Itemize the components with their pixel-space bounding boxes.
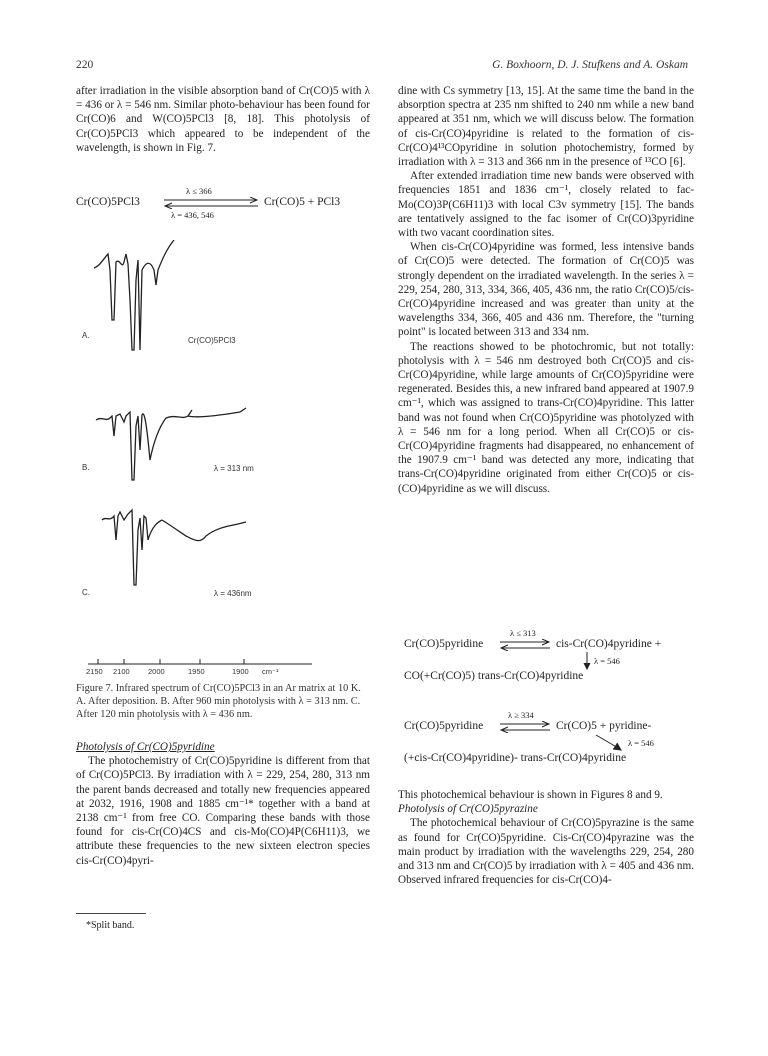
tick-2000: 2000 — [148, 667, 165, 676]
section-heading-pyrazine: Photolysis of Cr(CO)5pyrazine — [398, 803, 538, 816]
footnote: *Split band. — [86, 920, 135, 931]
eq3-top-label: λ ≥ 334 — [508, 710, 534, 720]
eq1-left: Cr(CO)5PCl3 — [76, 196, 140, 208]
trace-a — [94, 240, 174, 350]
eq1-right: Cr(CO)5 + PCl3 — [264, 196, 341, 208]
trace-a-label: Cr(CO)5PCl3 — [188, 336, 236, 345]
footnote-rule — [76, 913, 146, 914]
eq2-down-label: λ = 546 — [594, 656, 620, 666]
equation-3 — [398, 710, 694, 770]
trace-c — [102, 510, 246, 585]
eq2-left: Cr(CO)5pyridine — [404, 638, 484, 650]
eq3-right: Cr(CO)5 + pyridine- — [556, 720, 652, 732]
trace-b-label: λ = 313 nm — [214, 464, 254, 473]
section-heading-pyridine: Photolysis of Cr(CO)5pyridine — [76, 741, 215, 753]
axis-unit: cm⁻¹ — [262, 667, 279, 676]
right-paragraph-4: The reactions showed to be photochromic, but not totally: photolysis with λ = 546 nm destroyed both Cr(CO)5 and cis-Cr(CO)4pyridine, while large amounts of Cr(CO)5pyridine were regenerated. Besides this, a new infrared band appeared at 1907.9 cm⁻¹, which was assigned to trans-Cr(CO)4pyridine. This latter band was not found when Cr(CO)5pyridine was photolyzed with λ = 546 nm for a long period. When all Cr(CO)5 or cis-Cr(CO)4pyridine fragments had disappeared, no enhancement of the 1907.9 cm⁻¹ band was detected any more, indicating that trans-Cr(CO)4pyridine originated from either Cr(CO)5 or cis-(CO)4pyridine as we will discuss. — [398, 340, 694, 495]
eq2-top-label: λ ≤ 313 — [510, 628, 536, 638]
running-head: G. Boxhoorn, D. J. Stufkens and A. Oskam — [492, 59, 688, 71]
left-column-top — [76, 84, 370, 155]
left-column-bottom — [76, 740, 370, 868]
eq1-arrows — [162, 197, 260, 209]
eq2-arrows — [498, 639, 552, 651]
equation-1 — [76, 186, 370, 226]
x-axis — [88, 659, 312, 664]
eq3-down-label: λ = 546 — [628, 738, 654, 748]
equation-2 — [398, 628, 694, 688]
right-paragraph-6: The photochemical behaviour of Cr(CO)5pyrazine is the same as found for Cr(CO)5pyridine. Cis-Cr(CO)4pyrazine was the main product by irradiation with the wavelengths 229, 254, 280 and 313 nm and Cr(CO)5 by irradiation with λ = 405 and 436 nm. Observed infrared frequencies for cis-Cr(CO)4- — [398, 817, 694, 887]
figure-caption: Figure 7. Infrared spectrum of Cr(CO)5PCl3 in an Ar matrix at 10 K. A. After deposition. B. After 960 min photolysis with λ = 313 nm. C. After 120 min photolysis with λ = 436 nm. — [76, 683, 361, 720]
tick-1950: 1950 — [188, 667, 205, 676]
tick-1900: 1900 — [232, 667, 249, 676]
tick-2150: 2150 — [86, 667, 103, 676]
right-column-bottom — [398, 788, 694, 887]
left-paragraph-2: The photochemistry of Cr(CO)5pyridine is different from that of Cr(CO)5PCl3. By irradiation with λ = 229, 254, 280, 313 nm the parent bands decreased and totally new frequencies appeared at 2032, 1916, 1908 and 1885 cm⁻¹* together with a band at 2138 cm⁻¹ from free CO. Comparing these bands with those found for cis-Cr(CO)4CS and cis-Mo(CO)4P(C6H11)3, we attribute these frequencies to the new sixteen electron species cis-Cr(CO)4pyri- — [76, 755, 370, 867]
trace-c-label: λ = 436nm — [214, 589, 252, 598]
eq1-bottom-label: λ = 436, 546 — [171, 210, 214, 220]
eq1-top-label: λ ≤ 366 — [186, 186, 212, 196]
page-number: 220 — [76, 59, 94, 71]
label-b: B. — [82, 463, 90, 472]
eq3-left: Cr(CO)5pyridine — [404, 720, 484, 732]
figure-7-spectra — [76, 240, 370, 680]
tick-2100: 2100 — [113, 667, 130, 676]
right-paragraph-2: After extended irradiation time new bands were observed with frequencies 1851 and 1836 cm⁻¹, closely related to fac-Mo(CO)3P(C6H11)3 with local C3v symmetry [15]. The bands are tentatively assigned to the fac isomer of Cr(CO)3pyridine with two vacant coordination sites. — [398, 170, 694, 240]
left-paragraph-1: after irradiation in the visible absorption band of Cr(CO)5 with λ = 436 or λ = 546 nm. Similar photo-behaviour has been found for Cr(CO)6 and W(CO)5PCl3 [8, 18]. This photolysis of Cr(CO)5PCl3 which appeared to be independent of the wavelength, is shown in Fig. 7. — [76, 85, 370, 154]
eq2-line2: CO(+Cr(CO)5) trans-Cr(CO)4pyridine — [404, 670, 584, 682]
eq3-line2: (+cis-Cr(CO)4pyridine)- trans-Cr(CO)4pyridine — [404, 752, 627, 764]
eq2-right: cis-Cr(CO)4pyridine + — [556, 638, 662, 650]
eq2-down-arrow — [582, 652, 592, 670]
label-a: A. — [82, 331, 90, 340]
right-paragraph-1: dine with Cs symmetry [13, 15]. At the same time the band in the absorption spectra at 235 nm shifted to 240 nm while a new band appeared at 351 nm, which we will discuss below. The formation of cis-Cr(CO)4pyridine is related to the formation of cis-Cr(CO)4¹³COpyridine in solution photochemistry, formed by irradiation with λ = 313 and 366 nm in the presence of ¹³CO [6]. — [398, 85, 694, 169]
eq3-arrows — [498, 721, 552, 733]
right-paragraph-3: When cis-Cr(CO)4pyridine was formed, less intensive bands of Cr(CO)5 were detected. The formation of Cr(CO)5 was strongly dependent on the irradiated wavelength. In the series λ = 229, 254, 280, 313, 334, 366, 405, 436 nm, the ratio Cr(CO)5/cis-Cr(CO)4pyridine increased and was greater than unity at the wavelengths 334, 366, 405 and 436 nm. Therefore, the "turning point" is located between 313 and 334 nm. — [398, 241, 694, 339]
right-column-top — [398, 84, 694, 496]
label-c: C. — [82, 588, 90, 597]
eq3-diag-arrow — [594, 734, 624, 752]
right-paragraph-5: This photochemical behaviour is shown in Figures 8 and 9. — [398, 789, 663, 801]
